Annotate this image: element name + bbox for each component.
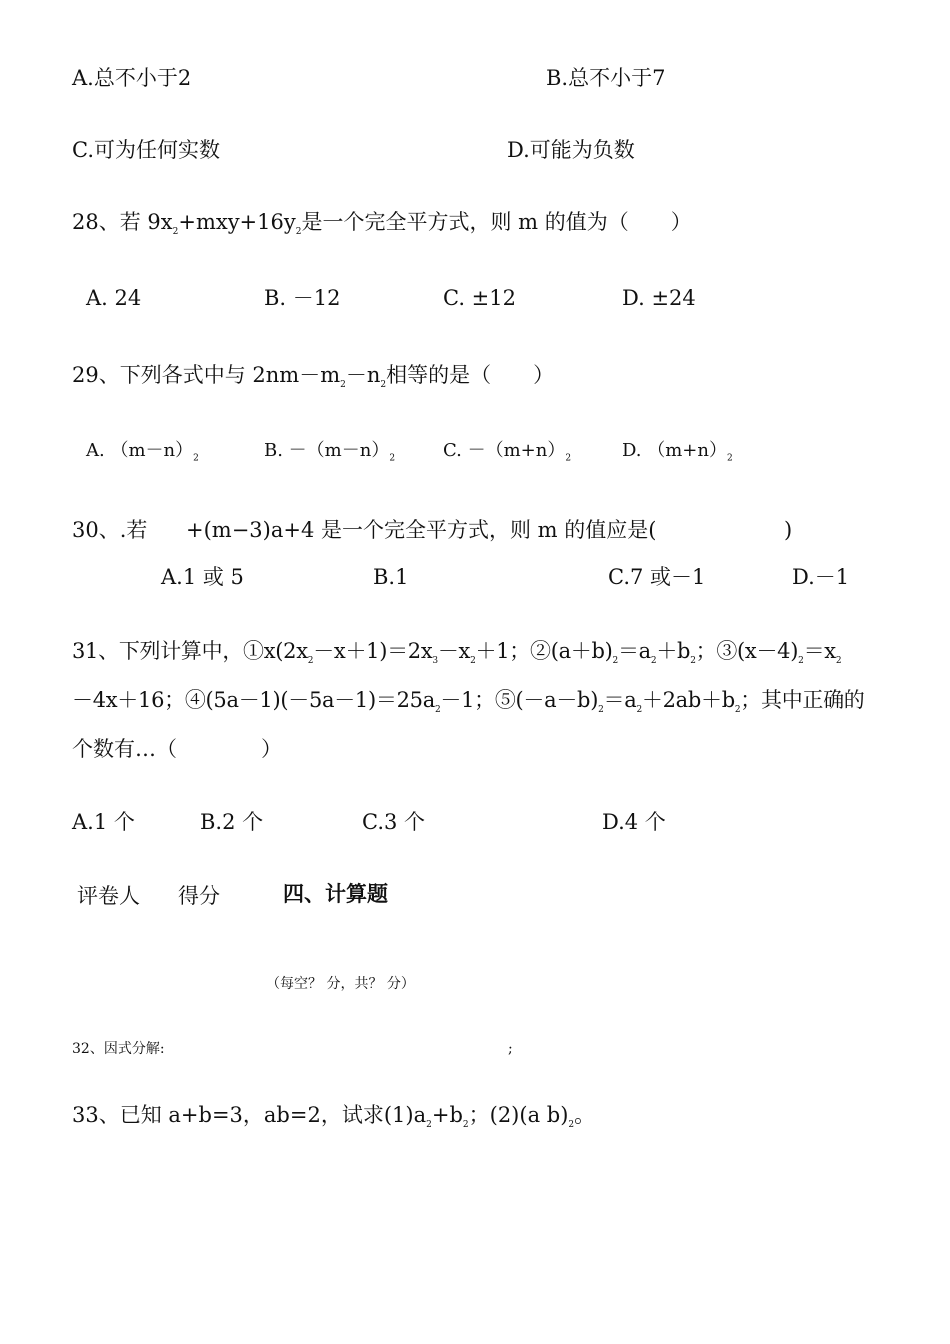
q29-option-c [443,440,572,464]
q33-exp-2: 2 [462,1120,469,1131]
q29-exp-2: 2 [380,380,387,391]
q29-option-c-exp: 2 [565,453,572,464]
q31-l1-exp-4: 2 [612,656,618,667]
q29-option-d-text: D. （m+n） [622,440,727,461]
q33-exp-3: 2 [568,1120,575,1131]
q30-stem-close-paren: ) [784,518,793,542]
q29-stem-part-3: 相等的是（ ） [386,363,555,387]
q31-line-1 [72,639,842,667]
q28-stem [72,210,692,238]
q31-l1-p2: －x＋1)＝2x [313,639,433,663]
q29-option-a-exp: 2 [193,453,199,464]
q32-semicolon: ; [508,1041,513,1057]
q31-l1-p4: ＋1；②(a＋b) [475,639,613,663]
q30-option-d: D.－1 [792,565,850,589]
q33-part-1: 33、已知 a+b=3，ab=2，试求(1)a [72,1103,427,1127]
q29-option-b [264,440,396,464]
q33-part-2: +b [431,1103,463,1127]
q33-exp-1: 2 [426,1120,432,1131]
q29-stem-part-2: －n [345,363,381,387]
q31-option-c: C.3 个 [362,810,426,834]
q28-exp-1: 2 [172,227,179,238]
q28-option-a: A. 24 [86,286,142,310]
q31-l2-p4: ＋2ab＋b [641,688,735,712]
q31-line-2 [72,688,865,716]
q31-option-b: B.2 个 [200,810,264,834]
q28-exp-2: 2 [295,227,302,238]
q31-l2-p3: ＝a [603,688,637,712]
q30-stem-part-1: 30、.若 [72,518,148,542]
grader-label: 评卷人 [77,884,140,908]
q28-stem-part-2: +mxy+16y [178,210,296,234]
q33-stem [72,1103,596,1131]
q27-option-d: D.可能为负数 [507,138,635,162]
q31-l2-exp-4: 2 [734,705,741,716]
q30-option-b: B.1 [373,565,409,589]
q31-option-d: D.4 个 [602,810,666,834]
q29-option-d-exp: 2 [726,453,733,464]
q29-stem-part-1: 29、下列各式中与 2nm－m [72,363,341,387]
q27-option-c: C.可为任何实数 [72,138,220,162]
q31-l1-exp-8: 2 [835,656,842,667]
q31-l2-exp-2: 2 [598,705,604,716]
q29-option-c-text: C. －（m+n） [443,440,566,461]
q31-l1-p8: ＝x [803,639,836,663]
q31-l2-exp-3: 2 [636,705,642,716]
q29-option-d [622,440,733,464]
q33-part-3: ；(2)(a b) [468,1103,569,1127]
q31-l1-p5: ＝a [617,639,651,663]
q31-l2-p2: －1；⑤(－a－b) [440,688,599,712]
q31-l1-exp-2: 3 [432,656,438,667]
section-title: 四、计算题 [283,882,388,906]
q32-stem: 32、因式分解: [72,1041,165,1057]
section-score-note: （每空？ 分，共？ 分） [266,976,415,992]
q28-option-c: C. ±12 [443,286,516,310]
q30-option-a: A.1 或 5 [161,565,244,589]
q31-l1-exp-7: 2 [798,656,804,667]
q31-l2-p1: －4x＋16；④(5a－1)(－5a－1)＝25a [72,688,435,712]
q31-l1-p7: ；③(x－4) [695,639,799,663]
score-label: 得分 [178,884,220,908]
q31-l2-p5: ；其中正确的 [740,688,865,712]
q29-option-a [86,440,199,464]
q31-l1-exp-3: 2 [470,656,476,667]
q31-l1-exp-5: 2 [650,656,657,667]
q30-option-c: C.7 或－1 [608,565,706,589]
q29-option-a-text: A. （m－n） [86,440,194,461]
q29-stem [72,363,555,391]
q27-option-a: A.总不小于2 [72,66,192,90]
q28-stem-part-3: 是一个完全平方式，则 m 的值为（ ） [301,210,692,234]
q28-stem-part-1: 28、若 9x [72,210,173,234]
q29-option-b-text: B. －（m－n） [264,440,390,461]
q31-l2-exp-1: 2 [434,705,441,716]
q31-line-3: 个数有…（ ） [72,737,282,761]
q31-l1-p1: 31、下列计算中，①x(2x [72,639,308,663]
q31-l1-p6: ＋b [656,639,691,663]
q29-option-b-exp: 2 [389,453,396,464]
q27-option-b-text: B.总不小于7 [546,66,666,90]
q31-l1-p3: －x [437,639,471,663]
q31-l1-exp-6: 2 [690,656,696,667]
q28-option-d: D. ±24 [622,286,696,310]
q33-part-4: 。 [574,1103,596,1127]
q28-option-b: B. －12 [264,286,341,310]
q30-stem-part-2: +(m−3)a+4 是一个完全平方式，则 m 的值应是( [186,518,657,542]
q27-option-b [546,68,665,89]
q29-exp-1: 2 [340,380,346,391]
q31-l1-exp-1: 2 [307,656,314,667]
q31-option-a: A.1 个 [72,810,135,834]
